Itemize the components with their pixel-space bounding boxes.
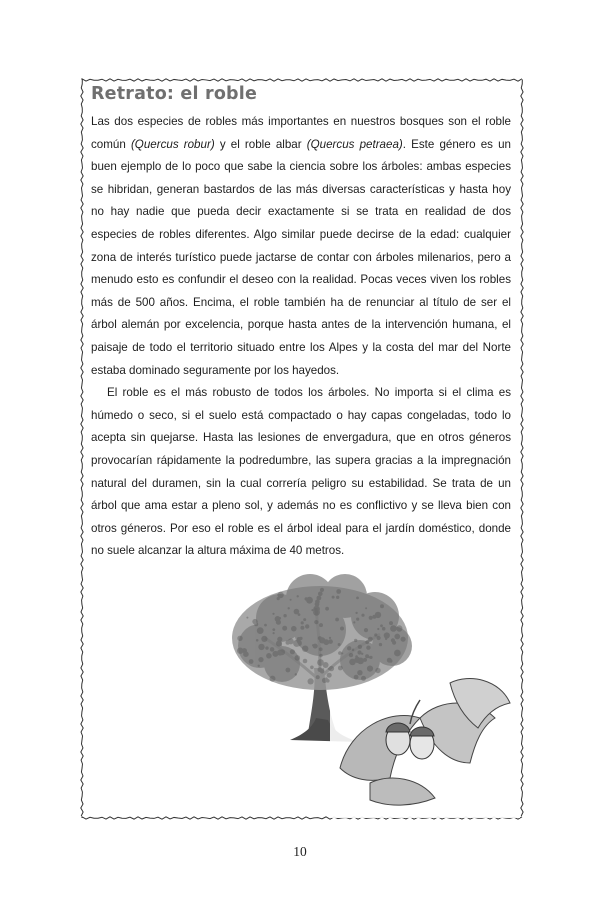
oak-tree-acorn-illustration bbox=[220, 568, 520, 818]
paragraph-1-text-b: y el roble albar bbox=[214, 137, 307, 151]
species-name-petraea: (Quercus petraea) bbox=[306, 137, 403, 151]
paragraph-1 bbox=[91, 111, 511, 382]
section-title: Retrato: el roble bbox=[91, 84, 258, 104]
article-body bbox=[91, 111, 511, 563]
paragraph-1-text-a: Las dos especies de robles más importantes en nuestros bosques son el roble común bbox=[91, 115, 511, 151]
acorn-leaf-icon bbox=[330, 679, 520, 818]
page-number: 10 bbox=[293, 844, 307, 859]
paragraph-2: El roble es el más robusto de todos los árboles. No importa si el clima es húmedo o seco, si el suelo está compactado o hay capas congeladas, todo lo acepta sin quejarse. Hasta las lesiones de envergadura, que en otros géneros provocarían rápidamente la podredumbre, las supera gracias a la impregnación natural del duramen, sin la cual correría peligro su estabilidad. Se trata de un árbol que ama estar a pleno sol, y además no es conflictivo y se lleva bien con otros géneros. Por eso el roble es el árbol ideal para el jardín doméstico, donde no suele alcanzar la altura máxima de 40 metros. bbox=[91, 386, 511, 558]
paragraph-1-text-c: . Este género es un buen ejemplo de lo poco que sabe la ciencia sobre los árboles: ambas especies se hibridan, generan bastardos de las más diversas características y hasta hoy no hay nadie que pueda decir exactamente si se trata en realidad de dos especies de robles diferentes. Algo similar puede decirse de la edad: cualquier zona de interés turístico puede jactarse de contar con árboles milenarios, pero a menudo esto es confundir el deseo con la realidad. Pocas veces viven los robles más de 500 años. Encima, el roble también ha de renunciar al título de ser el árbol alemán por excelencia, porque hasta antes de la intervención humana, el paisaje de todo el territorio situado entre los Alpes y la costa del mar del Norte estaba dominado seguramente por los hayedos. bbox=[91, 137, 511, 377]
species-name-robur: (Quercus robur) bbox=[130, 137, 215, 151]
